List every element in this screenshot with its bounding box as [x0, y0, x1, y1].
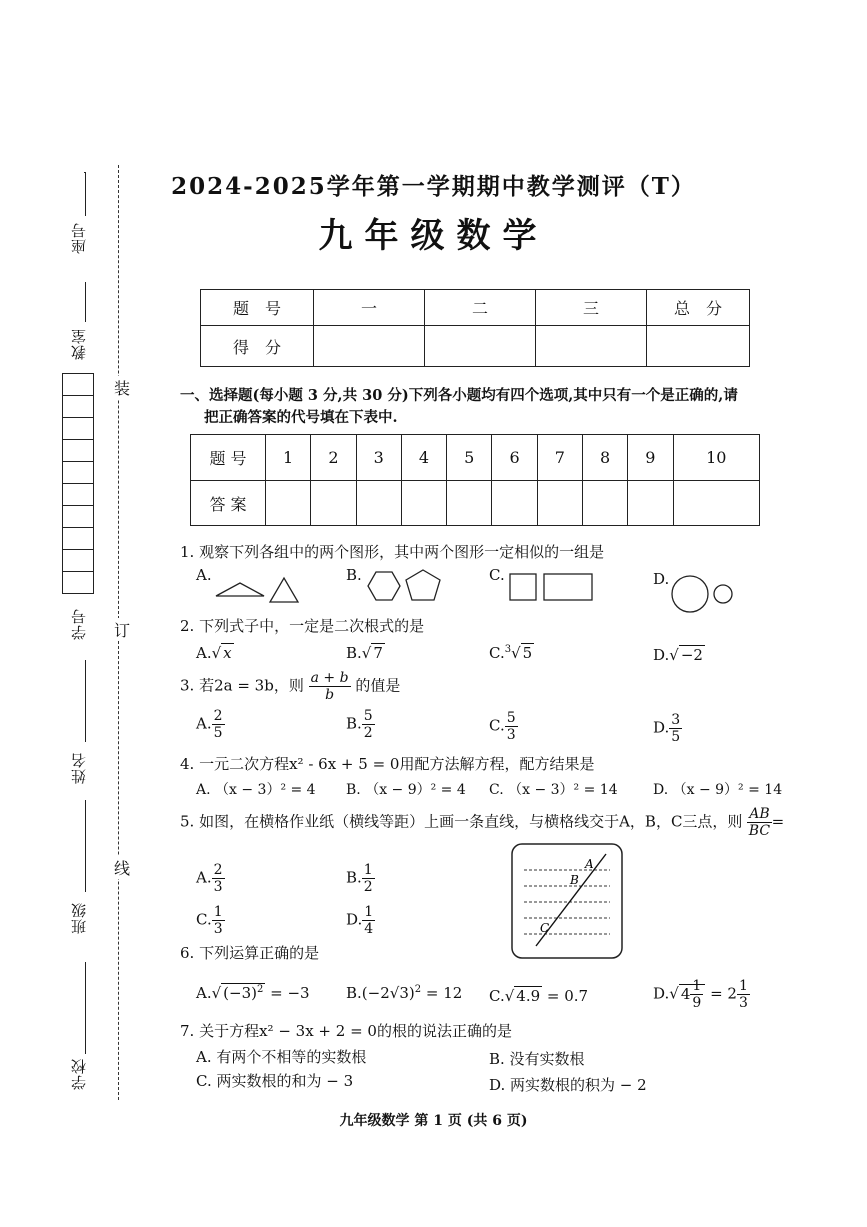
question-number: 9	[628, 435, 673, 481]
q5-a-num: 2	[213, 862, 223, 878]
q7-option-d: D. 两实数根的积为 − 2	[489, 1076, 647, 1094]
q3-stem-post: 的值是	[355, 676, 401, 695]
answer-cell[interactable]	[673, 481, 759, 526]
q6-d-fraction	[690, 978, 703, 1011]
q2-a-label: A.	[196, 644, 212, 662]
q6-b-rhs: = 12	[421, 984, 463, 1002]
q5-option-c	[196, 904, 225, 937]
q5-stem-text: 5. 如图，在横格作业纸（横线等距）上画一条直线，与横格线交于A，B，C三点，则	[180, 812, 743, 831]
score-header-label: 题 号	[201, 290, 314, 326]
answer-cell[interactable]	[266, 481, 311, 526]
q3-d-num: 3	[671, 712, 681, 728]
q6-d-radical	[679, 978, 705, 1011]
q6-d-rhs-fraction	[737, 978, 750, 1011]
seat-label: 座号	[70, 222, 88, 254]
q5-d-num: 1	[364, 904, 374, 920]
q6-a-radical	[221, 983, 265, 1002]
xian-mark: 线	[114, 856, 130, 879]
q2-d-label: D.	[653, 646, 670, 664]
score-header-3: 三	[536, 290, 647, 326]
q3-d-den: 5	[671, 729, 681, 745]
question-number: 5	[447, 435, 492, 481]
q3-b-fraction	[362, 708, 375, 741]
q6-c-rhs: = 0.7	[542, 987, 589, 1005]
question-number: 8	[582, 435, 627, 481]
q5-c-fraction	[212, 904, 225, 937]
q2-option-a: A.√ x	[196, 644, 232, 662]
q6-b-label: B.	[346, 984, 362, 1002]
q7-option-a: A. 有两个不相等的实数根	[196, 1048, 367, 1066]
q5-ratio	[747, 806, 771, 839]
q5-option-b	[346, 862, 375, 895]
q6-d-label: D.	[653, 984, 670, 1003]
q6-a-rhs: = −3	[265, 984, 310, 1002]
room-label: 教室	[70, 328, 88, 360]
q6-a-expr: (−3)	[223, 984, 257, 1002]
q3-b-den: 2	[363, 725, 373, 741]
answer-cell[interactable]	[447, 481, 492, 526]
answer-table	[190, 434, 760, 526]
q4-option-a: A. （x − 3）² = 4	[196, 782, 316, 798]
q2-stem: 2. 下列式子中，一定是二次根式的是	[180, 617, 425, 635]
q1-square-rectangle-icon	[508, 572, 596, 602]
q5-d-label: D.	[346, 910, 363, 929]
question-number: 3	[356, 435, 401, 481]
q6-option-b	[346, 984, 462, 1002]
exam-title: 2024-2025学年第一学期期中教学测评（T）	[171, 173, 696, 200]
q3-option-d	[653, 712, 682, 745]
q5-d-fraction	[362, 904, 375, 937]
section1-instructions-line1: 一、选择题(每小题 3 分,共 30 分)下列各小题均有四个选项,其中只有一个是正确的,请	[180, 387, 738, 404]
q3-c-label: C.	[489, 716, 505, 735]
score-cell[interactable]	[314, 326, 425, 367]
q5-b-den: 2	[363, 879, 373, 895]
q5-fig-label-a: A	[585, 857, 594, 871]
q5-ratio-num: AB	[749, 806, 770, 822]
q3-d-fraction	[669, 712, 682, 745]
question-number: 2	[311, 435, 356, 481]
q5-c-den: 3	[213, 921, 223, 937]
q5-a-label: A.	[196, 868, 212, 887]
q3-option-a	[196, 708, 225, 741]
question-number: 1	[266, 435, 311, 481]
q3-b-label: B.	[346, 714, 362, 733]
q5-fig-label-b: B	[570, 873, 579, 887]
q1-option-c: C.	[489, 566, 505, 584]
q2-d-radicand: −2	[680, 646, 703, 664]
q3-a-den: 5	[213, 725, 223, 741]
student-id-label: 学号	[70, 608, 88, 640]
q7-option-b: B. 没有实数根	[489, 1050, 585, 1068]
answer-cell[interactable]	[628, 481, 673, 526]
q2-b-label: B.	[346, 644, 362, 662]
q5-equals: =	[771, 812, 785, 831]
q3-stem-num: a + b	[310, 670, 349, 686]
room-underline	[85, 282, 86, 322]
q6-c-label: C.	[489, 987, 505, 1005]
q4-option-c: C. （x − 3）² = 14	[489, 782, 618, 798]
question-number: 6	[492, 435, 537, 481]
q6-option-d: D.√ 4 $\frac{1}{9}$ = 2 $\frac{1}{3}$	[653, 978, 748, 1011]
answer-cell[interactable]	[356, 481, 401, 526]
score-table	[200, 289, 750, 367]
q5-stem	[180, 806, 784, 839]
q3-a-label: A.	[196, 714, 212, 733]
answer-cell[interactable]	[537, 481, 582, 526]
q6-d-rnum: 1	[738, 978, 748, 994]
q5-c-label: C.	[196, 910, 212, 929]
q6-c-radicand: 4.9	[516, 987, 541, 1005]
q3-stem-den: b	[325, 687, 335, 703]
question-number: 4	[401, 435, 446, 481]
q2-c-index: 3	[504, 644, 512, 655]
q5-b-num: 1	[363, 862, 373, 878]
q3-option-c	[489, 710, 518, 743]
student-id-boxes	[62, 373, 94, 594]
class-underline	[85, 800, 86, 892]
q3-stem-fraction	[309, 670, 351, 703]
q3-c-num: 5	[506, 710, 516, 726]
q6-a-label: A.	[196, 984, 212, 1002]
q5-option-a	[196, 862, 225, 895]
q7-stem: 7. 关于方程x² − 3x + 2 = 0的根的说法正确的是	[180, 1022, 512, 1040]
q2-c-label: C.	[489, 644, 505, 662]
q3-b-num: 5	[363, 708, 373, 724]
q7-option-c: C. 两实数根的和为 − 3	[196, 1072, 354, 1090]
q1-option-a: A.	[196, 566, 212, 584]
q4-option-d: D. （x − 9）² = 14	[653, 782, 783, 798]
q3-stem	[180, 670, 400, 703]
section1-instructions-line2: 把正确答案的代号填在下表中.	[204, 409, 398, 426]
question-number: 7	[537, 435, 582, 481]
answer-row-label: 答 案	[191, 481, 266, 526]
q5-d-den: 4	[364, 921, 374, 937]
name-underline	[85, 660, 86, 742]
q5-b-label: B.	[346, 868, 362, 887]
q6-b-expr: (−2√3)	[361, 984, 415, 1002]
q1-option-b: B.	[346, 566, 362, 584]
answer-header-label: 题 号	[191, 435, 266, 481]
score-cell[interactable]	[425, 326, 536, 367]
answer-cell[interactable]	[492, 481, 537, 526]
q1-option-d: D.	[653, 570, 670, 588]
q4-option-b: B. （x − 9）² = 4	[346, 782, 466, 798]
q3-c-den: 3	[506, 727, 516, 743]
ding-mark: 订	[114, 618, 130, 641]
q6-d-rden: 3	[738, 995, 748, 1011]
q1-stem: 1. 观察下列各组中的两个图形，其中两个图形一定相似的一组是	[180, 543, 605, 561]
q5-option-d	[346, 904, 375, 937]
q1-triangles-icon	[214, 574, 304, 604]
q2-b-radicand: 7	[373, 644, 383, 662]
q5-lined-paper-figure	[510, 842, 624, 960]
q6-d-num: 1	[692, 978, 702, 994]
q6-a-exp: 2	[257, 984, 264, 995]
q3-a-fraction	[212, 708, 225, 741]
q6-d-whole: 4	[680, 984, 691, 1003]
q2-option-d: D.√ −2	[653, 646, 703, 664]
subject-title: 九年级数学	[318, 216, 549, 256]
q3-d-label: D.	[653, 718, 670, 737]
q6-d-rhs: = 2	[705, 984, 737, 1003]
q2-option-b: B.√ 7	[346, 644, 383, 662]
q1-circles-icon	[670, 574, 738, 616]
q6-b-exp: 2	[414, 984, 422, 995]
score-cell[interactable]	[536, 326, 647, 367]
q6-option-c: C.√ 4.9 = 0.7	[489, 987, 589, 1005]
q5-a-den: 3	[213, 879, 223, 895]
zhuang-mark: 装	[114, 376, 130, 399]
q2-a-radicand: x	[223, 644, 232, 662]
q5-a-fraction	[212, 862, 225, 895]
school-label: 学校	[70, 1058, 88, 1090]
answer-cell[interactable]	[582, 481, 627, 526]
name-label: 姓名	[70, 752, 88, 784]
q5-c-num: 1	[213, 904, 223, 920]
answer-cell[interactable]	[401, 481, 446, 526]
score-header-total: 总 分	[647, 290, 750, 326]
score-row-label: 得 分	[201, 326, 314, 367]
q2-option-c: C.$^3$√ 5	[489, 644, 533, 662]
q6-stem: 6. 下列运算正确的是	[180, 944, 320, 962]
score-cell-total[interactable]	[647, 326, 750, 367]
question-number: 10	[673, 435, 759, 481]
q5-fig-label-c: C	[540, 921, 550, 935]
q6-d-den: 9	[692, 995, 702, 1011]
q2-c-radicand: 5	[522, 644, 533, 662]
score-header-1: 一	[314, 290, 425, 326]
class-label: 班级	[70, 902, 88, 934]
school-underline	[85, 962, 86, 1054]
answer-cell[interactable]	[311, 481, 356, 526]
q3-c-fraction	[505, 710, 518, 743]
q5-b-fraction	[362, 862, 375, 895]
q4-stem: 4. 一元二次方程x² - 6x + 5 = 0用配方法解方程，配方结果是	[180, 755, 595, 773]
q6-option-a: A.√ $(-3)^2 = -3$	[196, 984, 310, 1002]
q1-hexagon-pentagon-icon	[366, 568, 446, 604]
q3-stem-pre: 3. 若2a = 3b，则	[180, 676, 304, 695]
page-footer: 九年级数学 第 1 页 (共 6 页)	[339, 1113, 528, 1129]
q3-option-b	[346, 708, 375, 741]
q3-a-num: 2	[213, 708, 223, 724]
score-header-2: 二	[425, 290, 536, 326]
q5-ratio-den: BC	[748, 823, 771, 839]
